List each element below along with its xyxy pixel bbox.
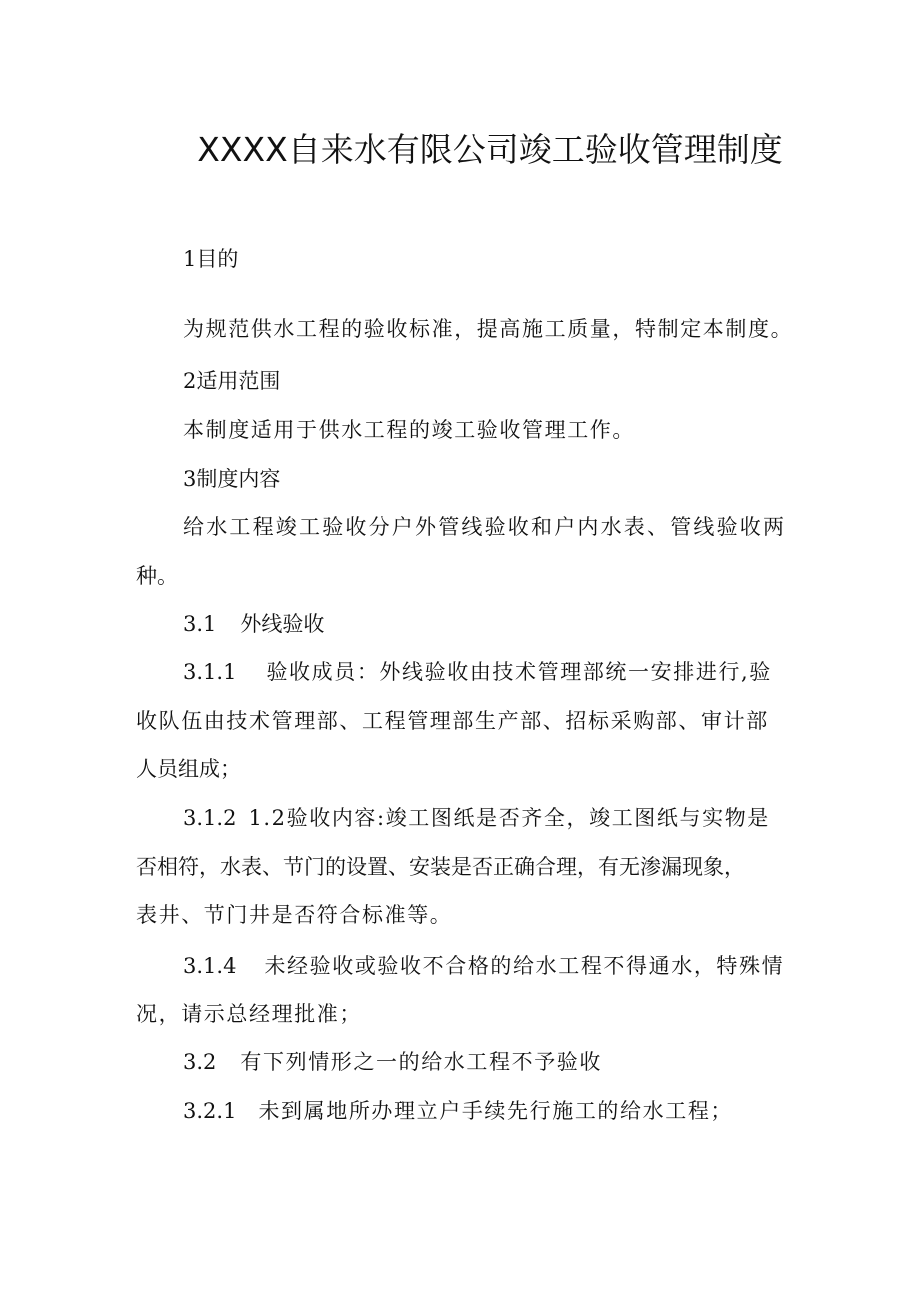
section-3-1-4-text-1: 未经验收或验收不合格的给水工程不得通水，特殊情 <box>264 954 785 978</box>
section-3-text-line-1: 给水工程竣工验收分户外管线验收和户内水表、管线验收两 <box>183 515 787 539</box>
section-3-1-2-number: 3.1.2 <box>183 806 237 830</box>
document-title: XXXX自来水有限公司竣工验收管理制度 <box>197 130 783 169</box>
section-2-heading: 2适用范围 <box>183 369 281 393</box>
section-3-heading: 3制度内容 <box>183 467 281 491</box>
section-3-text-line-2: 种。 <box>136 564 178 588</box>
section-3-1-1-line-1 <box>183 658 772 686</box>
section-3-2-heading <box>183 1048 602 1076</box>
section-2-text: 本制度适用于供水工程的竣工验收管理工作。 <box>183 418 635 442</box>
section-3-1-4-line-2: 况，请示总经理批准； <box>136 1002 362 1026</box>
section-3-1-1-text-1: 验收成员：外线验收由技术管理部统一安排进行,验 <box>266 660 772 684</box>
section-3-1-heading <box>183 610 324 638</box>
section-3-2-number: 3.2 <box>183 1050 217 1074</box>
section-3-1-2-line-1 <box>183 804 770 832</box>
section-3-1-number: 3.1 <box>183 612 217 636</box>
section-3-2-1-text: 未到属地所办理立户手续先行施工的给水工程； <box>258 1099 734 1123</box>
section-3-1-2-line-2: 否相符，水表、节门的设置、安装是否正确合理，有无渗漏现象， <box>136 855 745 879</box>
section-3-1-title: 外线验收 <box>240 612 325 636</box>
section-3-1-1-number: 3.1.1 <box>183 660 237 684</box>
section-3-2-1-number: 3.2.1 <box>183 1099 237 1123</box>
section-1-text: 为规范供水工程的验收标准，提高施工质量，特制定本制度。 <box>183 317 794 341</box>
section-3-1-4-number: 3.1.4 <box>183 954 237 978</box>
section-3-1-4-line-1 <box>183 952 784 980</box>
section-3-2-1-line <box>183 1097 733 1125</box>
section-1-heading: 1目的 <box>183 247 239 271</box>
section-3-1-2-text-1: 1.2验收内容:竣工图纸是否齐全，竣工图纸与实物是 <box>248 806 770 830</box>
section-3-1-1-line-2: 收队伍由技术管理部、工程管理部生产部、招标采购部、审计部 <box>136 709 769 733</box>
section-3-2-title: 有下列情形之一的给水工程不予验收 <box>240 1050 603 1074</box>
section-3-1-2-line-3: 表井、节门井是否符合标准等。 <box>136 903 453 927</box>
section-3-1-1-line-3: 人员组成； <box>136 757 241 781</box>
